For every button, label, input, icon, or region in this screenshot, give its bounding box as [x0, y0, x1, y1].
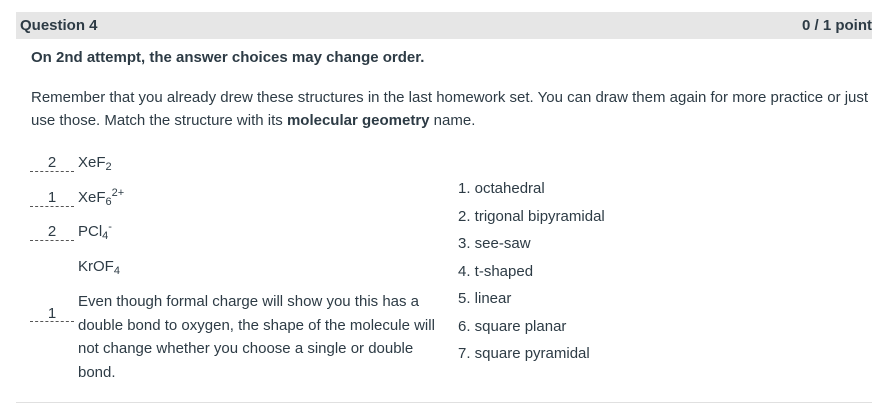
divider [16, 402, 872, 403]
structure-label [78, 258, 120, 277]
answer-select[interactable]: 2 [30, 224, 74, 241]
choice-item: 7. square pyramidal [458, 345, 590, 362]
choice-item: 1. octahedral [458, 180, 545, 197]
choice-item: 6. square planar [458, 317, 567, 335]
question-points: 0 / 1 point [801, 17, 872, 34]
match-row-xef6 [30, 187, 124, 208]
structure-superscript: - [108, 221, 112, 233]
long-item-text: Even though formal charge will show you this has a double bond to oxygen, the shape of the molecule will not change whether you choose a single or double bond. [78, 293, 435, 381]
answer-choices-list [458, 175, 605, 368]
answer-select[interactable] [30, 254, 74, 271]
structure-base: XeF [78, 189, 106, 206]
structure-label [78, 187, 124, 208]
attempt-note: On 2nd attempt, the answer choices may change order. [31, 49, 425, 66]
question-title: Question 4 [20, 17, 98, 34]
answer-select[interactable]: 1 [30, 190, 74, 207]
choice-item: 2. trigonal bipyramidal [458, 207, 605, 225]
structure-subscript: 2 [105, 161, 112, 173]
choice-item: 3. see-saw [458, 235, 531, 252]
instructions [31, 86, 872, 132]
structure-superscript: 2+ [111, 187, 125, 199]
structure-base: PCl [78, 223, 103, 240]
answer-select[interactable]: 2 [30, 155, 74, 172]
structure-subscript: 4 [113, 265, 120, 277]
instructions-text: Remember that you already drew these structures in the last homework set. You can draw them again for more practice or just use those. Match the structure with its [31, 89, 869, 129]
structure-base: KrOF [78, 258, 114, 275]
instructions-bold: molecular geometry [286, 112, 430, 129]
structure-subscript: 4 [102, 230, 109, 242]
question-header [16, 12, 872, 39]
choice-item: 4. t-shaped [458, 262, 534, 280]
match-row-xef2 [30, 154, 112, 173]
structure-base: XeF [78, 154, 106, 171]
structure-label [78, 154, 112, 173]
choice-item: 5. linear [458, 290, 512, 307]
instructions-end: name. [429, 112, 476, 129]
match-row-pcl4 [30, 221, 112, 242]
structure-label [78, 221, 112, 242]
answer-select[interactable]: 1 [30, 306, 74, 322]
structure-subscript: 6 [105, 196, 112, 208]
match-row-krof4 [30, 254, 120, 277]
